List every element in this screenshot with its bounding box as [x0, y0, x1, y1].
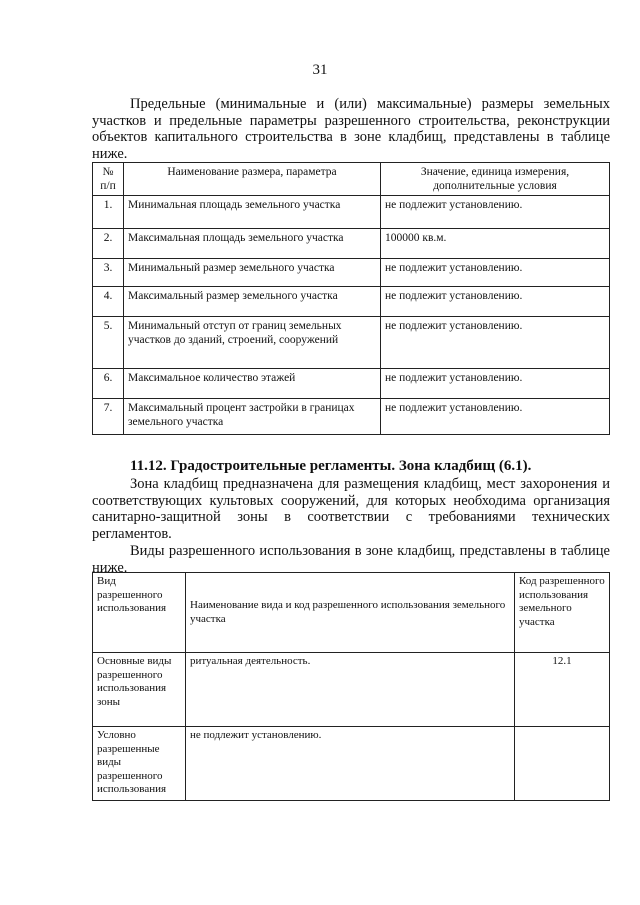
row-num: 1.	[93, 196, 124, 229]
row-name: Максимальный размер земельного участка	[124, 287, 381, 317]
table-row	[93, 317, 610, 369]
row-name: не подлежит установлению.	[186, 727, 515, 801]
row-value: не подлежит установлению.	[381, 317, 610, 369]
row-value: не подлежит установлению.	[381, 399, 610, 435]
parameters-table	[92, 162, 610, 435]
row-code: 12.1	[515, 653, 610, 727]
section-heading: 11.12. Градостроительные регламенты. Зона кладбищ (6.1).	[130, 458, 532, 474]
table-row	[93, 196, 610, 229]
section-paragraph-2: Виды разрешенного использования в зоне кладбищ, представлены в таблице ниже.	[92, 543, 610, 576]
permitted-use-table	[92, 572, 610, 801]
row-num: 4.	[93, 287, 124, 317]
row-name: Минимальный размер земельного участка	[124, 259, 381, 287]
intro-paragraph: Предельные (минимальные и (или) максимальные) размеры земельных участков и предельные параметры разрешенного строительства, реконструкции объектов капитального строительства в зоне кладбищ, представлены в таблице ниже.	[92, 96, 610, 162]
table-row	[93, 727, 610, 801]
section-paragraph-1: Зона кладбищ предназначена для размещения кладбищ, мест захоронения и соответствующих культовых сооружений, для которых необходима организация санитарно-защитной зоны в соответствии с требованиями технических регламентов.	[92, 476, 610, 542]
row-name: Максимальный процент застройки в границах земельного участка	[124, 399, 381, 435]
row-code	[515, 727, 610, 801]
row-name: Минимальный отступ от границ земельных участков до зданий, строений, сооружений	[124, 317, 381, 369]
table-header-row	[93, 163, 610, 196]
table-row	[93, 229, 610, 259]
row-name: Максимальная площадь земельного участка	[124, 229, 381, 259]
table-row	[93, 399, 610, 435]
header-value: Значение, единица измерения, дополнительные условия	[381, 163, 610, 196]
row-num: 7.	[93, 399, 124, 435]
table-row	[93, 369, 610, 399]
table-row	[93, 287, 610, 317]
page-number: 31	[312, 62, 328, 78]
header-code: Код разрешенного использования земельного участка	[515, 573, 610, 653]
row-num: 2.	[93, 229, 124, 259]
header-name: Наименование вида и код разрешенного использования земельного участка	[186, 573, 515, 653]
header-type: Вид разрешенного использования	[93, 573, 186, 653]
row-value: 100000 кв.м.	[381, 229, 610, 259]
table-row	[93, 259, 610, 287]
table-row	[93, 653, 610, 727]
row-name: ритуальная деятельность.	[186, 653, 515, 727]
header-name: Наименование размера, параметра	[124, 163, 381, 196]
row-num: 3.	[93, 259, 124, 287]
table-header-row	[93, 573, 610, 653]
row-type: Основные виды разрешенного использования зоны	[93, 653, 186, 727]
row-value: не подлежит установлению.	[381, 287, 610, 317]
row-value: не подлежит установлению.	[381, 259, 610, 287]
row-value: не подлежит установлению.	[381, 196, 610, 229]
header-num: № п/п	[93, 163, 124, 196]
row-value: не подлежит установлению.	[381, 369, 610, 399]
row-name: Максимальное количество этажей	[124, 369, 381, 399]
row-num: 5.	[93, 317, 124, 369]
row-type: Условно разрешенные виды разрешенного использования	[93, 727, 186, 801]
row-name: Минимальная площадь земельного участка	[124, 196, 381, 229]
row-num: 6.	[93, 369, 124, 399]
